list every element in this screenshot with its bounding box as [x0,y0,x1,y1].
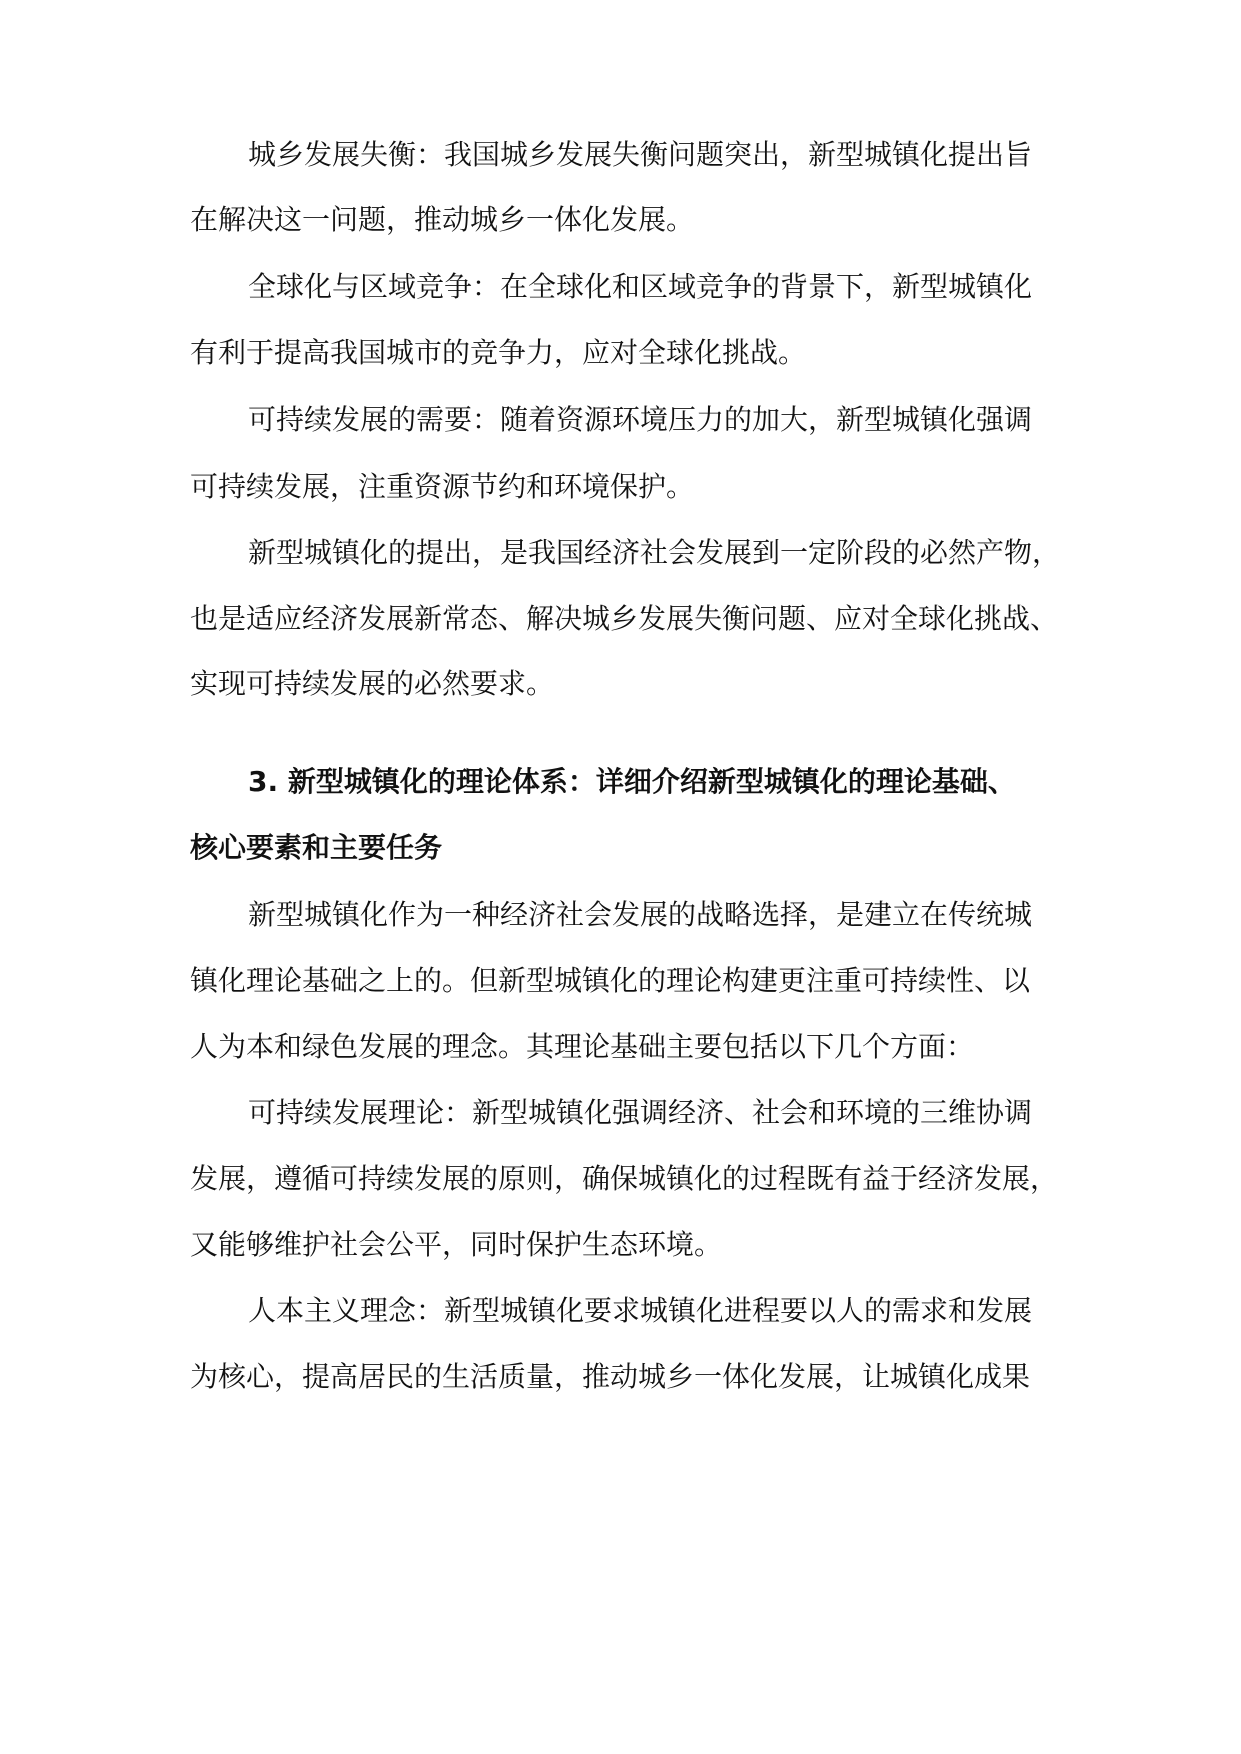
paragraph-line: 又能够维护社会公平，同时保护生态环境。 [190,1228,723,1261]
paragraph-line: 镇化理论基础之上的。但新型城镇化的理论构建更注重可持续性、以 [190,964,1031,997]
section-heading: 核心要素和主要任务 [190,831,443,864]
paragraph-line: 全球化与区域竞争：在全球化和区域竞争的背景下，新型城镇化 [248,270,1033,303]
paragraph-line: 发展，遵循可持续发展的原则，确保城镇化的过程既有益于经济发展， [190,1162,1059,1195]
paragraph-line: 可持续发展理论：新型城镇化强调经济、社会和环境的三维协调 [248,1096,1033,1129]
paragraph-line: 新型城镇化的提出，是我国经济社会发展到一定阶段的必然产物， [248,536,1061,569]
paragraph-line: 可持续发展的需要：随着资源环境压力的加大，新型城镇化强调 [248,403,1033,436]
paragraph-line: 人为本和绿色发展的理念。其理论基础主要包括以下几个方面： [190,1030,975,1063]
paragraph-line: 有利于提高我国城市的竞争力，应对全球化挑战。 [190,336,807,369]
paragraph-line: 新型城镇化作为一种经济社会发展的战略选择，是建立在传统城 [248,898,1033,931]
paragraph-line: 也是适应经济发展新常态、解决城乡发展失衡问题、应对全球化挑战、 [190,602,1059,635]
paragraph-line: 实现可持续发展的必然要求。 [190,667,555,700]
paragraph-line: 在解决这一问题，推动城乡一体化发展。 [190,203,695,236]
paragraph-line: 人本主义理念：新型城镇化要求城镇化进程要以人的需求和发展 [248,1294,1033,1327]
paragraph-line: 城乡发展失衡：我国城乡发展失衡问题突出，新型城镇化提出旨 [248,138,1033,171]
section-heading: 3. 新型城镇化的理论体系：详细介绍新型城镇化的理论基础、 [248,765,1016,798]
paragraph-line: 可持续发展，注重资源节约和环境保护。 [190,470,695,503]
paragraph-line: 为核心，提高居民的生活质量，推动城乡一体化发展，让城镇化成果 [190,1360,1031,1393]
